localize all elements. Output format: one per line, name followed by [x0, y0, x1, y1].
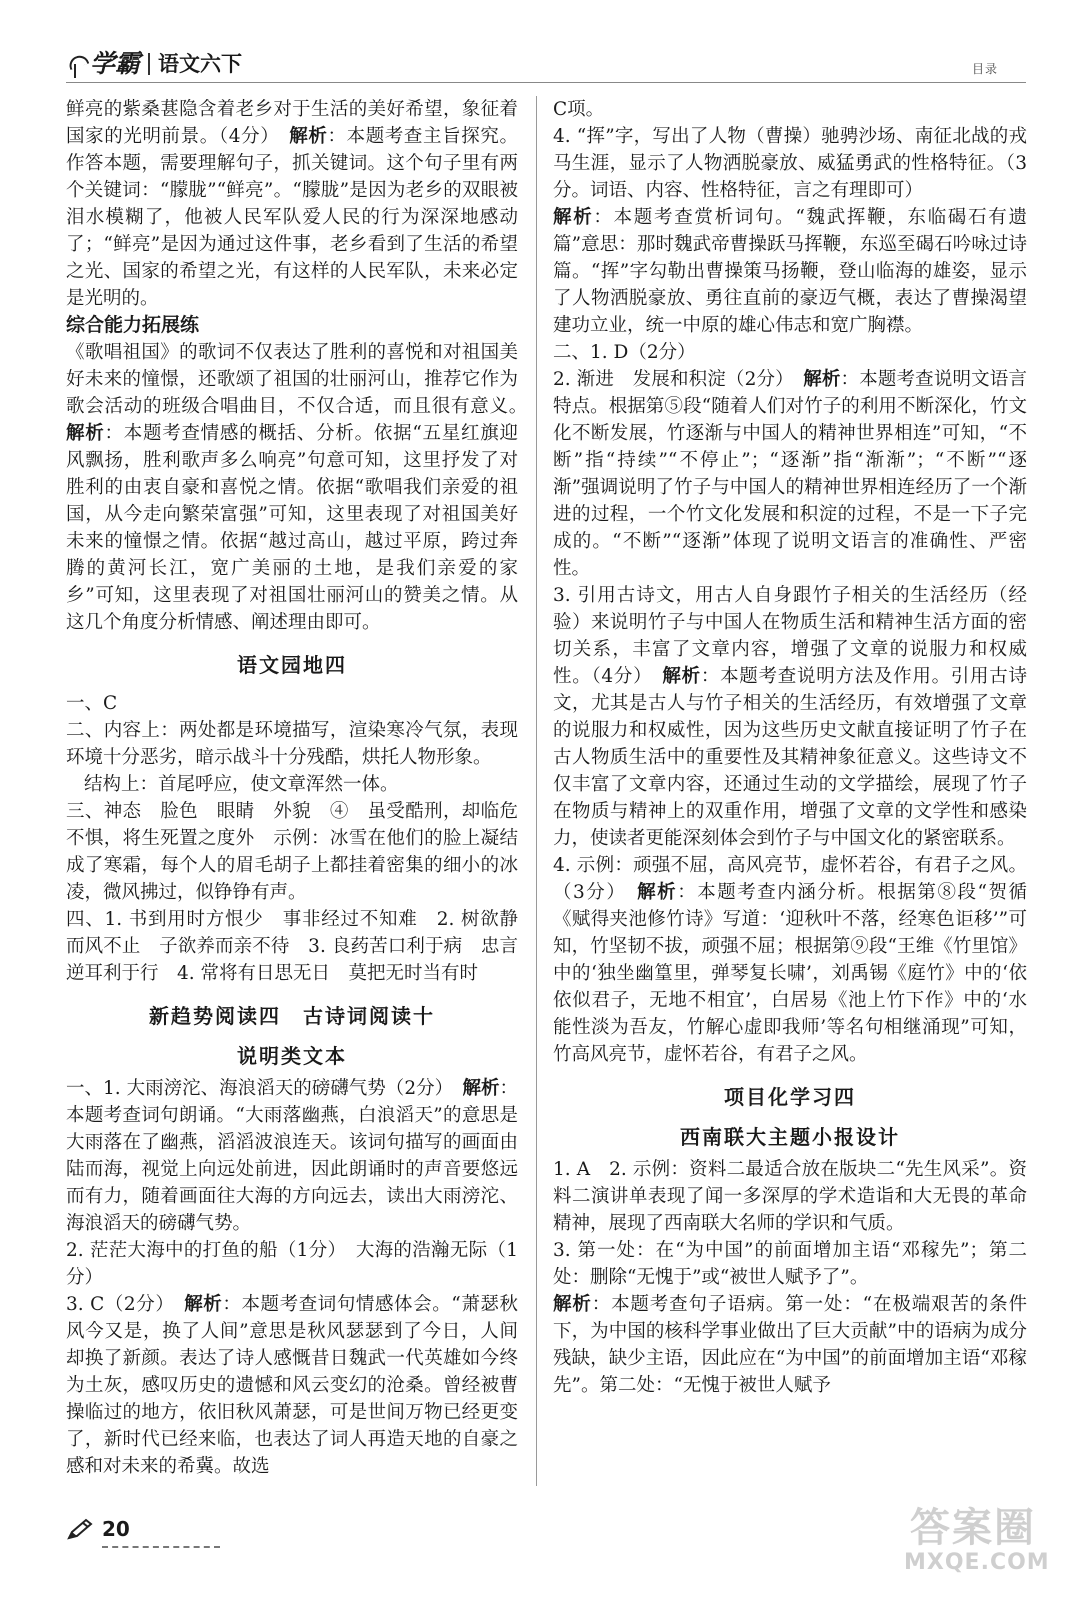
section-subtitle: 说明类文本	[237, 1044, 347, 1068]
answer-item: 2. 茫茫大海中的打鱼的船（1分） 大海的浩瀚无际（1分）	[66, 1240, 518, 1288]
answer-item: 四、1. 书到用时方恨少 事非经过不知难 2. 树欲静而风不止 子欲养而亲不待 3. 良药苦口利于病 忠言逆耳利于行 4. 常将有日思无日 莫把无时当有时	[66, 909, 518, 984]
answer-item: 一、C	[66, 693, 118, 714]
answer-item: 解析：本题考查句子语病。第一处：“在极端艰苦的条件下，为中国的核科学事业做出了巨大贡献”中的语病为成分残缺，缺少主语，因此应在“为中国”的前面增加主语“邓稼先”。第二处：“无愧于被世人赋予	[553, 1294, 1027, 1396]
answer-item: 1. A 2. 示例：资料二最适合放在版块二“先生风采”。资料二演讲单表现了闻一多深厚的学术造诣和大无畏的革命精神，展现了西南联大名师的学识和气质。	[553, 1159, 1027, 1234]
header-rule	[66, 82, 1026, 83]
book-subject: 语文六下	[158, 52, 243, 76]
brand-name: 学霸	[90, 49, 141, 78]
section-title: 项目化学习四	[724, 1085, 856, 1109]
right-column	[553, 96, 1027, 1399]
brand-separator	[148, 53, 150, 75]
answer-item: 3. C（2分） 解析：本题考查词句情感体会。“萧瑟秋风今又是，换了人间”意思是秋风瑟瑟到了今日，人间却换了新颜。表达了诗人感慨昔日魏武一代英雄如今终为土灰，感叹历史的遗憾和风云变幻的沧桑。曾经被曹操临过的地方，依旧秋风萧瑟，可是世间万物已经更变了，新时代已经来临，也表达了词人再造天地的自豪之感和对未来的希冀。故选	[66, 1294, 518, 1477]
answer-item: 3. 引用古诗文，用古人自身跟竹子相关的生活经历（经验）来说明竹子与中国人在物质生活和精神生活方面的密切关系，丰富了文章内容，增强了文章的说服力和权威性。（4分） 解析：本题考查说明方法及作用。引用古诗文，尤其是古人与竹子相关的生活经历，有效增强了文章的说服力和权威性，因为这些历史文献直接证明了竹子在古人物质生活中的重要性及其精神象征意义。这些诗文不仅丰富了文章内容，还通过生动的文学描绘，展现了竹子在物质与精神上的双重作用，增强了文章的文学性和感染力，使读者更能深刻体会到竹子与中国文化的紧密联系。	[553, 585, 1027, 849]
answer-item: 一、1. 大雨滂沱、海浪滔天的磅礴气势（2分） 解析：本题考查词句朗诵。“大雨落幽燕，白浪滔天”的意思是大雨落在了幽燕，滔滔波浪连天。该词句描写的画面由陆而海，视觉上向远处前进，因此朗诵时的声音要悠远而有力，随着画面往大海的方向远去，读出大雨滂沱、海浪滔天的磅礴气势。	[66, 1078, 518, 1234]
watermark-url: MXQE.COM	[904, 1550, 1050, 1575]
corner-tag: 目录	[971, 62, 998, 76]
answer-item: 4. 示例：顽强不屈，高风亮节，虚怀若谷，有君子之风。（3分） 解析：本题考查内涵分析。根据第⑧段“贺循《赋得夹池修竹诗》写道：‘迎秋叶不落，经寒色讵移’”可知，竹坚韧不拔，顽强不屈；根据第⑨段“王维《竹里馆》中的‘独坐幽篁里，弹琴复长啸’，刘禹锡《庭竹》中的‘依依似君子，无地不相宜’，白居易《池上竹下作》中的‘水能性淡为吾友，竹解心虚即我师’等名句相继涌现”可知，竹高风亮节，虚怀若谷，有君子之风。	[553, 855, 1027, 1065]
answer-item: 4. “挥”字，写出了人物（曹操）驰骋沙场、南征北战的戎马生涯，显示了人物洒脱豪放、威猛勇武的性格特征。（3分。词语、内容、性格特征，言之有理即可）	[553, 126, 1027, 201]
section-title: 新趋势阅读四 古诗词阅读十	[149, 1004, 435, 1028]
answer-item: 二、1. D（2分）	[553, 342, 696, 363]
page-number: 20	[102, 1517, 130, 1541]
answer-item: C项。	[553, 99, 605, 120]
watermark	[900, 1488, 1080, 1588]
answer-paragraph: 《歌唱祖国》的歌词不仅表达了胜利的喜悦和对祖国美好未来的憧憬，还歌颂了祖国的壮丽河山，推荐它作为歌会活动的班级合唱曲目，不仅合适，而且很有意义。 解析：本题考查情感的概括、分析。依据“五星红旗迎风飘扬，胜利歌声多么响亮”句意可知，这里抒发了对胜利的由衷自豪和喜悦之情。依据“歌唱我们亲爱的祖国，从今走向繁荣富强”可知，这里表现了对祖国美好未来的憧憬之情。依据“越过高山，越过平原，跨过奔腾的黄河长江，宽广美丽的土地，是我们亲爱的家乡”可知，这里表现了对祖国壮丽河山的赞美之情。从这几个角度分析情感、阐述理由即可。	[66, 342, 518, 633]
answer-item: 结构上：首尾呼应，使文章浑然一体。	[84, 774, 399, 795]
answer-item: 解析：本题考查赏析词句。“魏武挥鞭，东临碣石有遗篇”意思：那时魏武帝曹操跃马挥鞭，东巡至碣石吟咏过诗篇。“挥”字勾勒出曹操策马扬鞭，登山临海的雄姿，显示了人物洒脱豪放、勇往直前的豪迈气概，表达了曹操渴望建功立业，统一中原的雄心伟志和宽广胸襟。	[553, 207, 1027, 336]
section-title: 语文园地四	[237, 653, 347, 677]
page-footer	[66, 1512, 266, 1552]
answer-item: 三、神态 脸色 眼睛 外貌 ④ 虽受酷刑，却临危不惧，将生死置之度外 示例：冰雪在他们的脸上凝结成了寒霜，每个人的眉毛胡子上都挂着密集的细小的冰凌，微风拂过，似铮铮有声。	[66, 801, 518, 903]
pencil-icon	[66, 1518, 96, 1542]
graduation-cap-icon	[66, 54, 88, 78]
answer-item: 二、内容上：两处都是环境描写，渲染寒冷气氛，表现环境十分恶劣，暗示战斗十分残酷，烘托人物形象。	[66, 720, 518, 768]
watermark-title: 答案圈	[910, 1505, 1036, 1551]
left-column	[66, 96, 518, 1480]
section-subtitle: 西南联大主题小报设计	[680, 1125, 900, 1149]
footer-rule	[102, 1546, 220, 1548]
answer-paragraph: 鲜亮的紫桑葚隐含着老乡对于生活的美好希望，象征着国家的光明前景。（4分） 解析：本题考查主旨探究。作答本题，需要理解句子，抓关键词。这个句子里有两个关键词：“朦胧”“鲜亮”。“朦胧”是因为老乡的双眼被泪水模糊了，他被人民军队爱人民的行为深深地感动了；“鲜亮”是因为通过这件事，老乡看到了生活的希望之光、国家的希望之光，有这样的人民军队，未来必定是光明的。	[66, 99, 518, 309]
answer-item: 2. 渐进 发展和积淀（2分） 解析：本题考查说明文语言特点。根据第⑤段“随着人们对竹子的利用不断深化，竹文化不断发展，竹逐渐与中国人的精神世界相连”可知，“不断”指“持续”“不停止”；“逐渐”指“渐渐”；“不断”“逐渐”强调说明了竹子与中国人的精神世界相连经历了一个渐进的过程，一个竹文化发展和积淀的过程，不是一下子完成的。“不断”“逐渐”体现了说明文语言的准确性、严密性。	[553, 369, 1027, 579]
column-divider	[536, 96, 537, 1486]
section-heading: 综合能力拓展练	[66, 314, 200, 336]
brand	[66, 50, 242, 78]
page-header	[66, 48, 1026, 82]
answer-item: 3. 第一处：在“为中国”的前面增加主语“邓稼先”；第二处：删除“无愧于”或“被世人赋予了”。	[553, 1240, 1027, 1288]
